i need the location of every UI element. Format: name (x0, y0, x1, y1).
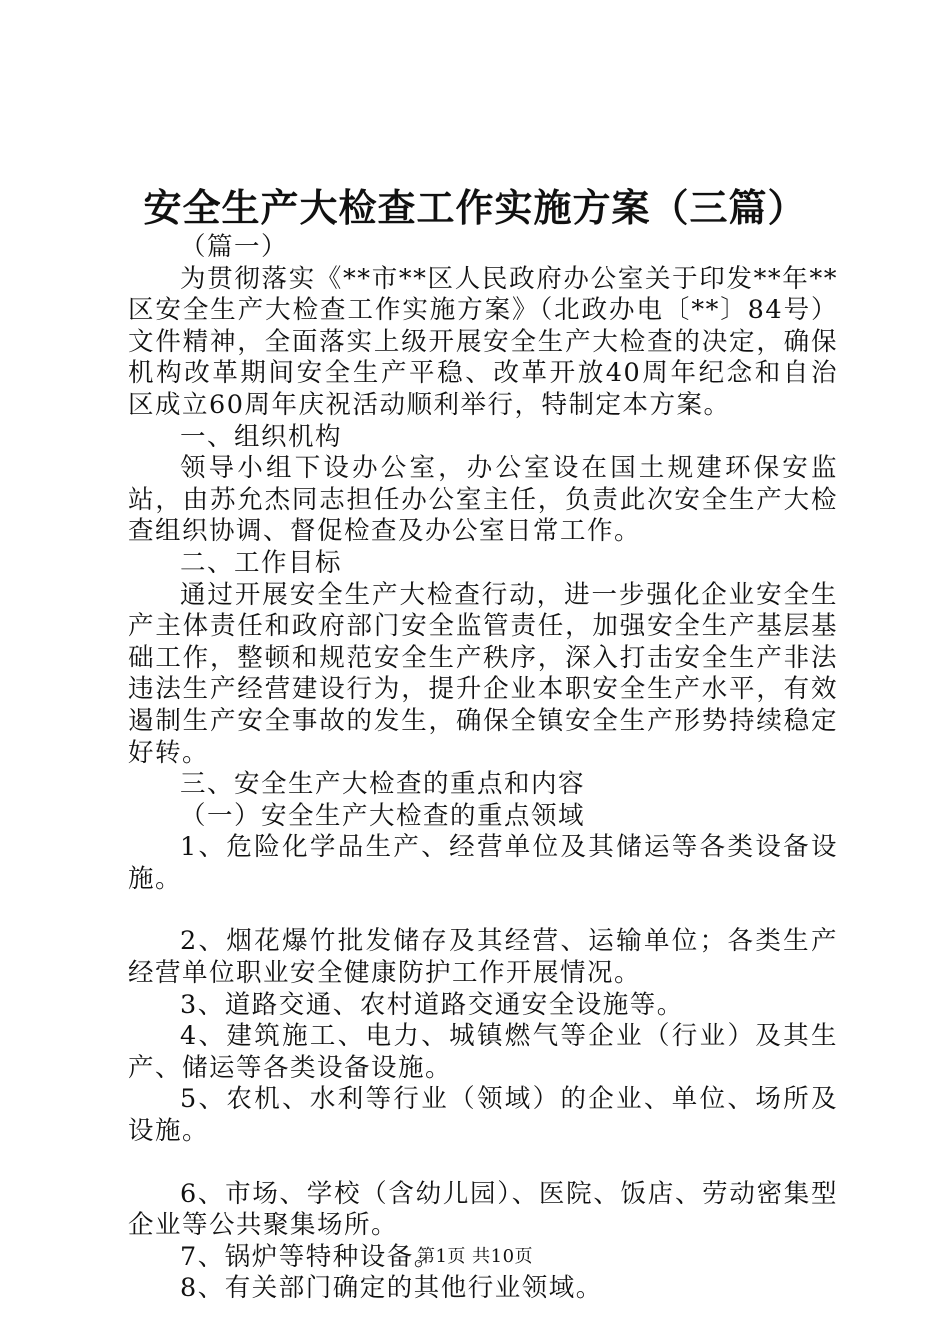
list-item: 6、市场、学校（含幼儿园）、医院、饭店、劳动密集型企业等公共聚集场所。 (128, 1178, 838, 1241)
paragraph-gap (128, 1148, 838, 1179)
paragraph-gap (128, 895, 838, 926)
organization-paragraph: 领导小组下设办公室，办公室设在国土规建环保安监站，由苏允杰同志担任办公室主任，负责此次安全生产大检查组织协调、督促检查及办公室日常工作。 (128, 453, 838, 547)
intro-paragraph: 为贯彻落实《**市**区人民政府办公室关于印发**年**区安全生产大检查工作实施方案》（北政办电〔**〕84号）文件精神，全面落实上级开展安全生产大检查的决定，确保机构改革期间安全生产平稳、改革开放40周年纪念和自治区成立60周年庆祝活动顺利举行，特制定本方案。 (128, 263, 838, 420)
goals-paragraph: 通过开展安全生产大检查行动，进一步强化企业安全生产主体责任和政府部门安全监管责任，加强安全生产基层基础工作，整顿和规范安全生产秩序，深入打击安全生产非法违法生产经营建设行为，提升企业本职安全生产水平，有效遏制生产安全事故的发生，确保全镇安全生产形势持续稳定好转。 (128, 579, 838, 768)
heading-goals: 二、工作目标 (180, 547, 343, 578)
list-item: 7、锅炉等特种设备。 (180, 1241, 441, 1272)
list-item: 2、烟花爆竹批发储存及其经营、运输单位；各类生产经营单位职业安全健康防护工作开展情况。 (128, 926, 838, 989)
list-item: 4、建筑施工、电力、城镇燃气等企业（行业）及其生产、储运等各类设备设施。 (128, 1021, 838, 1083)
page-footer: 第1页 共10页 (416, 1246, 534, 1267)
heading-focus: 三、安全生产大检查的重点和内容 (180, 769, 586, 800)
list-item: 3、道路交通、农村道路交通安全设施等。 (180, 989, 684, 1020)
document-title: 安全生产大检查工作实施方案（三篇） (143, 185, 807, 230)
section-label: （篇一） (180, 232, 289, 262)
list-item: 8、有关部门确定的其他行业领域。 (180, 1273, 603, 1304)
subheading-focus-areas: （一）安全生产大检查的重点领域 (180, 800, 586, 831)
heading-organization: 一、组织机构 (180, 421, 343, 452)
list-item: 5、农机、水利等行业（领域）的企业、单位、场所及设施。 (128, 1084, 838, 1147)
list-item: 1、危险化学品生产、经营单位及其储运等各类设备设施。 (128, 832, 838, 894)
document-body (128, 232, 838, 1305)
